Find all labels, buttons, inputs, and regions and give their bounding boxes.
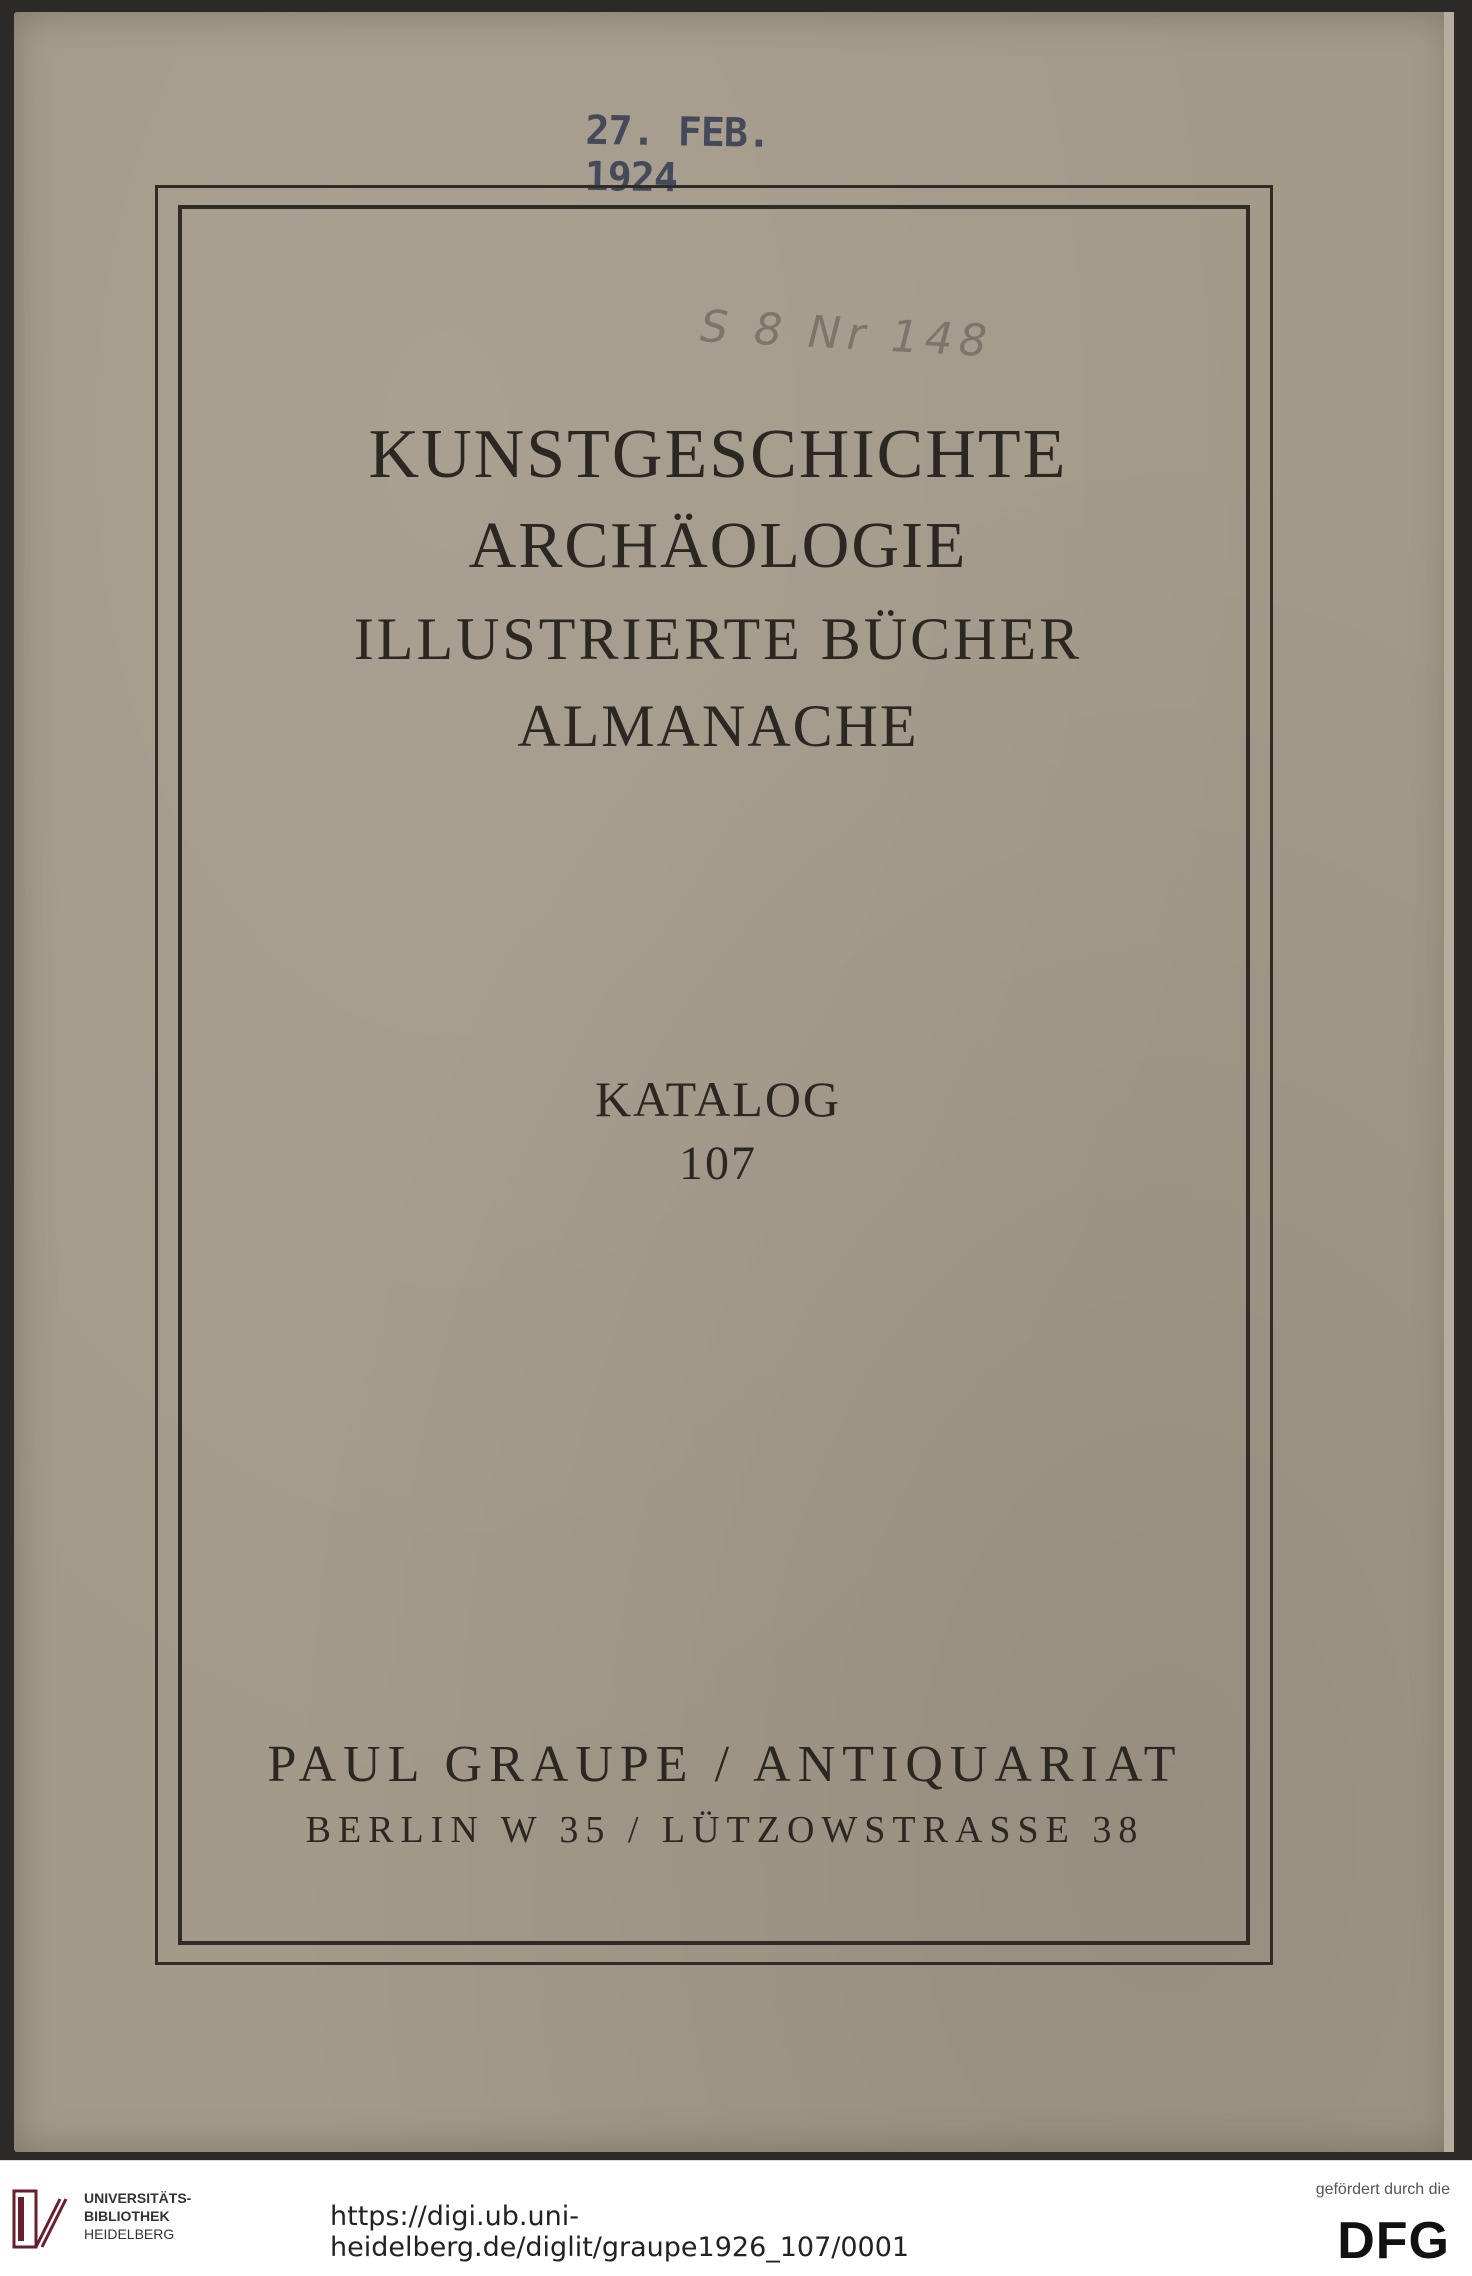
publisher-name: PAUL GRAUPE / ANTIQUARIAT (267, 1736, 1183, 1793)
university-library-logo-icon[interactable] (10, 2187, 74, 2251)
funder-label: gefördert durch die (1315, 2181, 1450, 2198)
permalink-url[interactable]: https://digi.ub.uni-heidelberg.de/diglit/graupe1926_107/0001 (330, 2201, 910, 2263)
catalog-number: 107 (679, 1137, 757, 1190)
dfg-logo[interactable]: DFG (1337, 2212, 1450, 2270)
publisher-address: BERLIN W 35 / LÜTZOWSTRASSE 38 (305, 1809, 1145, 1851)
title-line-2: ARCHÄOLOGIE (468, 509, 968, 582)
cover-edge (1444, 12, 1454, 2152)
institution-name[interactable] (84, 2189, 284, 2243)
date-stamp: 27. FEB. 1924 (584, 107, 771, 202)
title-line-1: KUNSTGESCHICHTE (368, 416, 1068, 493)
viewer-footer (0, 2160, 1472, 2276)
title-line-4: ALMANACHE (517, 693, 919, 759)
institution-line-1: UNIVERSITÄTS- (84, 2190, 192, 2206)
catalog-label: KATALOG (594, 1071, 842, 1127)
institution-line-3: HEIDELBERG (84, 2226, 175, 2242)
institution-line-2: BIBLIOTHEK (84, 2208, 170, 2224)
handwritten-note: S 8 Nr 148 (698, 301, 995, 368)
title-line-3: ILLUSTRIERTE BÜCHER (353, 606, 1083, 672)
